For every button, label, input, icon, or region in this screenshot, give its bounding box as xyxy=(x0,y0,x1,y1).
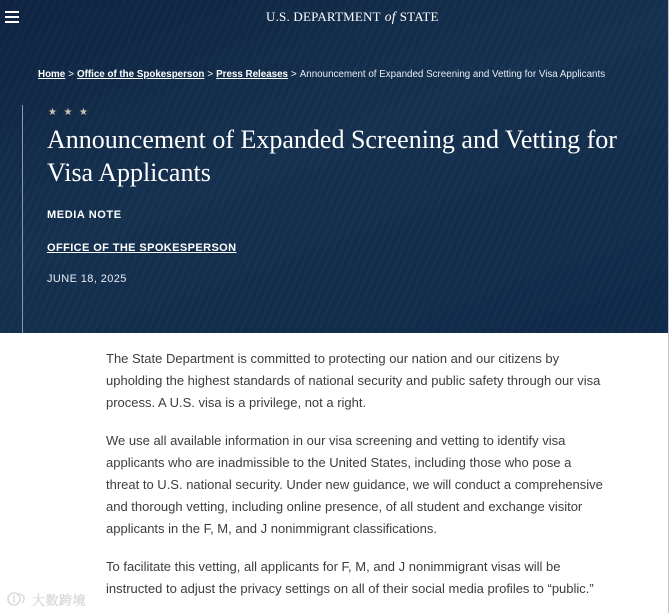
breadcrumb-office-link[interactable]: Office of the Spokesperson xyxy=(76,69,205,80)
menu-bar xyxy=(5,16,19,18)
star-icon: ★ xyxy=(48,107,57,118)
hero-vertical-rule xyxy=(22,105,23,333)
brand-prefix: U.S. DEPARTMENT xyxy=(266,9,381,24)
breadcrumb xyxy=(38,69,605,81)
hamburger-menu-icon[interactable] xyxy=(5,11,19,23)
breadcrumb-separator: > xyxy=(207,69,214,80)
menu-bar xyxy=(5,21,19,23)
watermark-logo-icon xyxy=(6,591,28,607)
site-logo-link[interactable] xyxy=(266,9,439,25)
breadcrumb-separator: > xyxy=(291,69,297,80)
article-paragraph: To facilitate this vetting, all applicants for F, M, and J nonimmigrant visas will be instructed to adjust the privacy settings on all of their social media profiles to “public.” xyxy=(106,559,594,596)
watermark-text: 大数跨境 xyxy=(32,593,87,609)
article-body xyxy=(106,333,606,616)
page-title: Announcement of Expanded Screening and Vetting for Visa Applicants xyxy=(47,125,617,187)
breadcrumb-separator: > xyxy=(68,69,74,80)
breadcrumb-current-page: Announcement of Expanded Screening and Vetting for Visa Applicants xyxy=(299,69,606,80)
menu-bar xyxy=(5,11,19,13)
content-type-label: MEDIA NOTE xyxy=(47,209,122,221)
decorative-stars xyxy=(48,106,94,120)
star-icon: ★ xyxy=(78,107,88,118)
brand-suffix: STATE xyxy=(399,9,439,24)
breadcrumb-home-link[interactable]: Home xyxy=(38,69,66,80)
article-paragraph: The State Department is committed to protecting our nation and our citizens by upholding the highest standards of national security and public safety through our visa process. A U.S. visa is a privilege, not a right. xyxy=(106,351,601,410)
watermark xyxy=(6,589,86,609)
star-icon: ★ xyxy=(63,107,73,118)
breadcrumb-press-releases-link[interactable]: Press Releases xyxy=(216,69,288,80)
publish-date: JUNE 18, 2025 xyxy=(47,273,127,285)
article-paragraph: We use all available information in our visa screening and vetting to identify visa applicants who are inadmissible to the United States, including those who pose a threat to U.S. national security. Under new guidance, we will conduct a comprehensive and thorough vetting, including online presence, of all student and exchange visitor applicants in the F, M, and J nonimmigrant classifications. xyxy=(106,433,603,536)
brand-connector: of xyxy=(384,9,396,24)
office-of-the-spokesperson-link[interactable]: OFFICE OF THE SPOKESPERSON xyxy=(47,242,237,254)
